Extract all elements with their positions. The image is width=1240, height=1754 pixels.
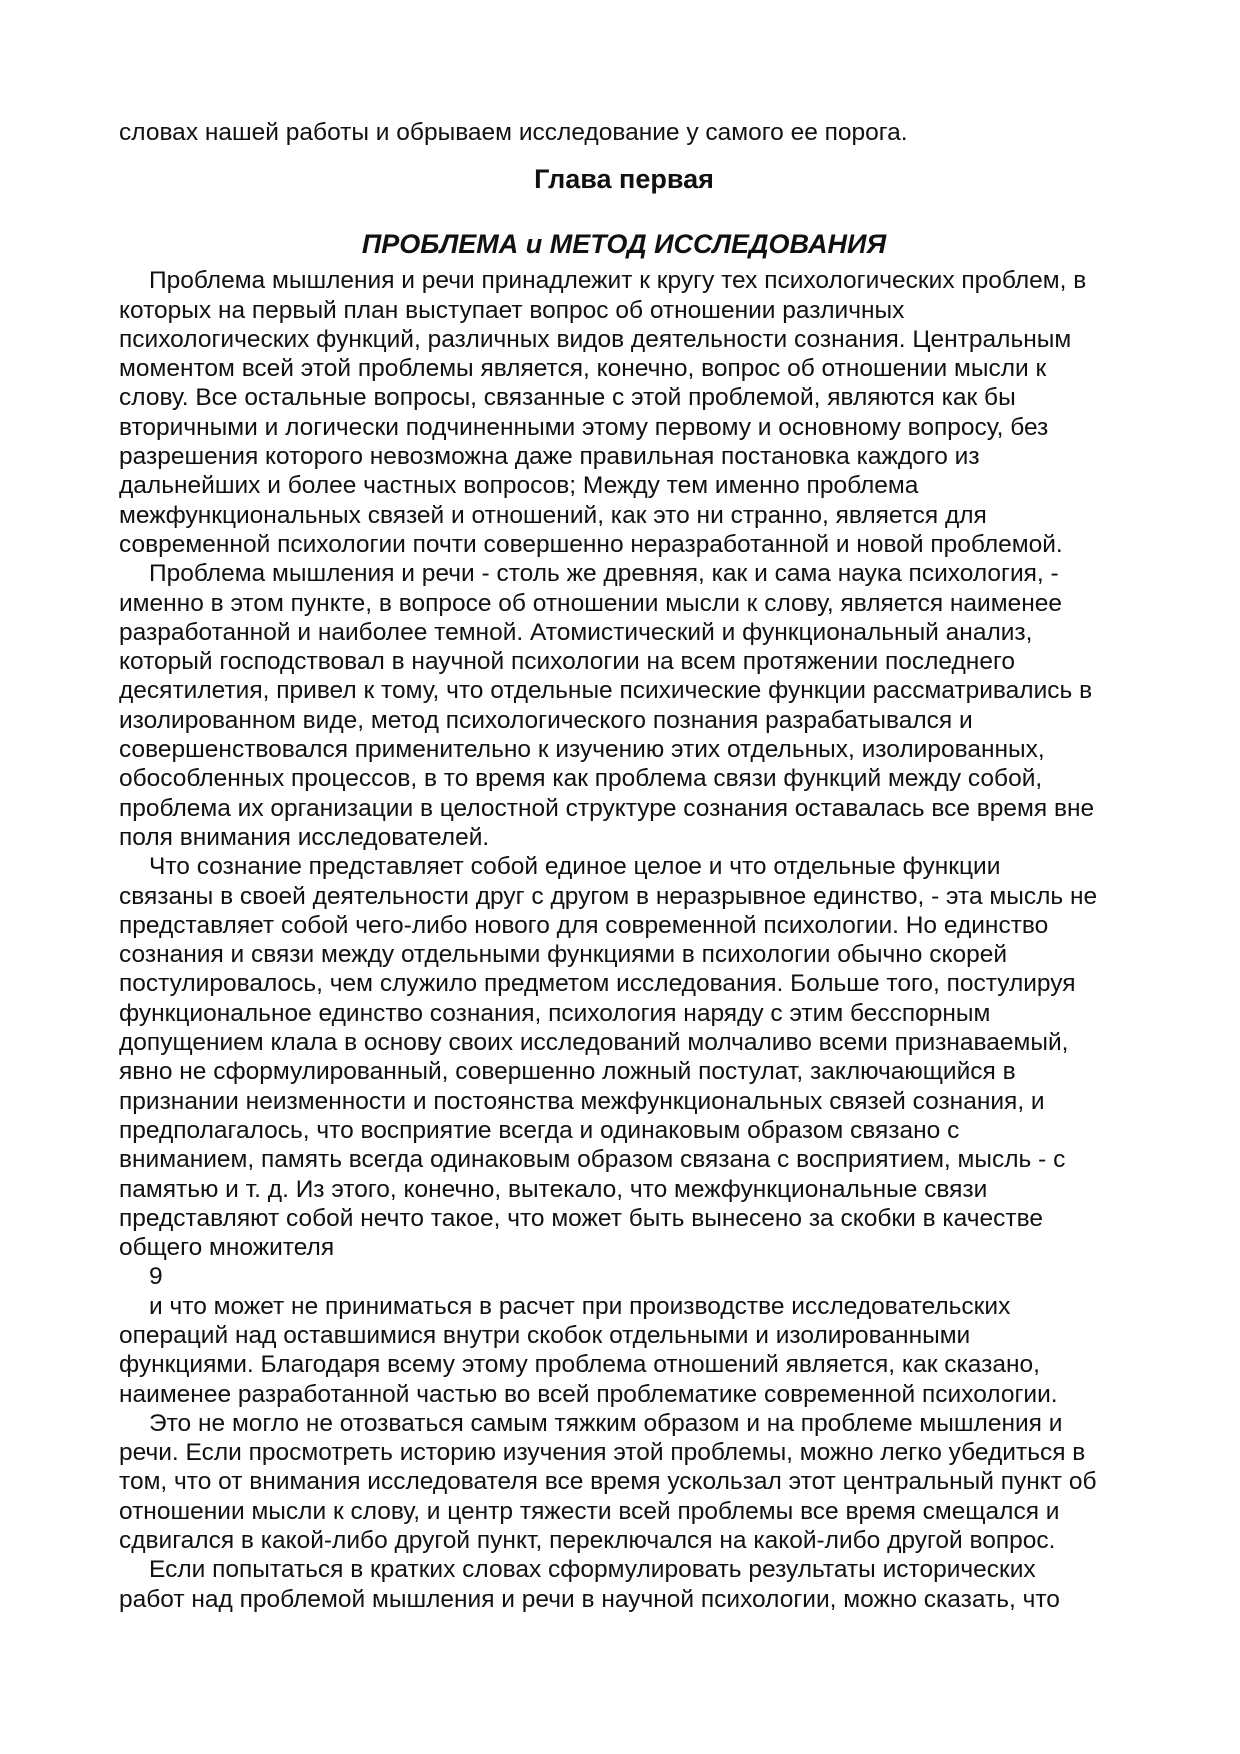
- text-line: допущением клала в основу своих исследований молчаливо всеми признаваемый,: [119, 1029, 1069, 1057]
- text-line: операций над оставшимися внутри скобок отдельными и изолированными: [119, 1321, 971, 1349]
- text-line: представляет собой чего-либо нового для современной психологии. Но единство: [119, 911, 1049, 939]
- text-line: явно не сформулированный, совершенно ложный постулат, заключающийся в: [119, 1058, 1016, 1086]
- page-number: 9: [149, 1263, 163, 1291]
- text-line: современной психологии почти совершенно неразработанной и новой проблемой.: [119, 530, 1063, 558]
- text-line: предполагалось, что восприятие всегда и одинаковым образом связано с: [119, 1116, 960, 1144]
- text-line: поля внимания исследователей.: [119, 823, 490, 851]
- text-line: дальнейших и более частных вопросов; Между тем именно проблема: [119, 472, 919, 500]
- paragraph-3: [119, 852, 1129, 1262]
- text-line: межфункциональных связей и отношений, как это ни странно, является для: [119, 501, 987, 529]
- chapter-heading: Глава первая: [534, 164, 714, 195]
- text-line: Если попытаться в кратких словах сформулировать результаты исторических: [149, 1556, 1036, 1584]
- text-line: Проблема мышления и речи - столь же древняя, как и сама наука психология, -: [149, 560, 1059, 588]
- text-line: психологических функций, различных видов деятельности сознания. Центральным: [119, 325, 1072, 353]
- document-page: [119, 118, 1129, 1614]
- text-line: именно в этом пункте, в вопросе об отношении мысли к слову, является наименее: [119, 589, 1062, 617]
- text-line: наименее разработанной частью во всей проблематике современной психологии.: [119, 1380, 1058, 1408]
- text-line: моментом всей этой проблемы является, конечно, вопрос об отношении мысли к: [119, 355, 1047, 383]
- section-title: ПРОБЛЕМА и МЕТОД ИССЛЕДОВАНИЯ: [361, 229, 887, 260]
- text-line: отношении мысли к слову, и центр тяжести всей проблемы все время смещался и: [119, 1497, 1060, 1525]
- paragraph-2: [119, 559, 1129, 852]
- text-line: Это не могло не отозваться самым тяжким образом и на проблеме мышления и: [149, 1409, 1063, 1437]
- text-line: разрешения которого невозможна даже правильная постановка каждого из: [119, 443, 980, 471]
- text-line: и что может не приниматься в расчет при производстве исследовательских: [149, 1292, 1011, 1320]
- paragraph-5: [119, 1409, 1129, 1555]
- text-line: памятью и т. д. Из этого, конечно, вытекало, что межфункциональные связи: [119, 1175, 988, 1203]
- text-line: связаны в своей деятельности друг с другом в неразрывное единство, - эта мысль не: [119, 882, 1098, 910]
- text-line: признании неизменности и постоянства межфункциональных связей сознания, и: [119, 1087, 1045, 1115]
- continuation-line: словах нашей работы и обрываем исследование у самого ее порога.: [119, 119, 908, 146]
- text-line: работ над проблемой мышления и речи в научной психологии, можно сказать, что: [119, 1585, 1060, 1613]
- text-line: речи. Если просмотреть историю изучения этой проблемы, можно легко убедиться в: [119, 1439, 1086, 1467]
- text-line: сдвигался в какой-либо другой пункт, переключался на какой-либо другой вопрос.: [119, 1527, 1056, 1555]
- text-line: вторичными и логически подчиненными этому первому и основному вопросу, без: [119, 413, 1049, 441]
- text-line: которых на первый план выступает вопрос об отношении различных: [119, 296, 905, 324]
- text-line: проблема их организации в целостной структуре сознания оставалась все время вне: [119, 794, 1095, 822]
- text-line: разработанной и наиболее темной. Атомистический и функциональный анализ,: [119, 618, 1033, 646]
- text-line: представляют собой нечто такое, что может быть вынесено за скобки в качестве: [119, 1204, 1043, 1232]
- text-line: постулировалось, чем служило предметом исследования. Больше того, постулируя: [119, 970, 1076, 998]
- paragraph-1: [119, 266, 1129, 559]
- text-line: изолированном виде, метод психологического познания разрабатывался и: [119, 706, 973, 734]
- text-line: обособленных процессов, в то время как проблема связи функций между собой,: [119, 765, 1043, 793]
- text-line: десятилетия, привел к тому, что отдельные психические функции рассматривались в: [119, 677, 1093, 705]
- text-line: слову. Все остальные вопросы, связанные с этой проблемой, являются как бы: [119, 384, 1016, 412]
- paragraph-4: [119, 1292, 1129, 1409]
- text-line: функциями. Благодаря всему этому проблема отношений является, как сказано,: [119, 1351, 1040, 1379]
- text-line: совершенствовался применительно к изучению этих отдельных, изолированных,: [119, 736, 1045, 764]
- paragraph-6: [119, 1555, 1129, 1614]
- text-line: сознания и связи между отдельными функциями в психологии обычно скорей: [119, 941, 1008, 969]
- text-line: Проблема мышления и речи принадлежит к кругу тех психологических проблем, в: [149, 267, 1087, 295]
- text-line: вниманием, память всегда одинаковым образом связана с восприятием, мысль - с: [119, 1146, 1066, 1174]
- text-line: том, что от внимания исследователя все время ускользал этот центральный пункт об: [119, 1468, 1097, 1496]
- text-line: общего множителя: [119, 1234, 335, 1262]
- text-line: Что сознание представляет собой единое целое и что отдельные функции: [149, 853, 1001, 881]
- text-line: функциональное единство сознания, психология наряду с этим бесспорным: [119, 999, 991, 1027]
- text-line: который господствовал в научной психологии на всем протяжении последнего: [119, 648, 1015, 676]
